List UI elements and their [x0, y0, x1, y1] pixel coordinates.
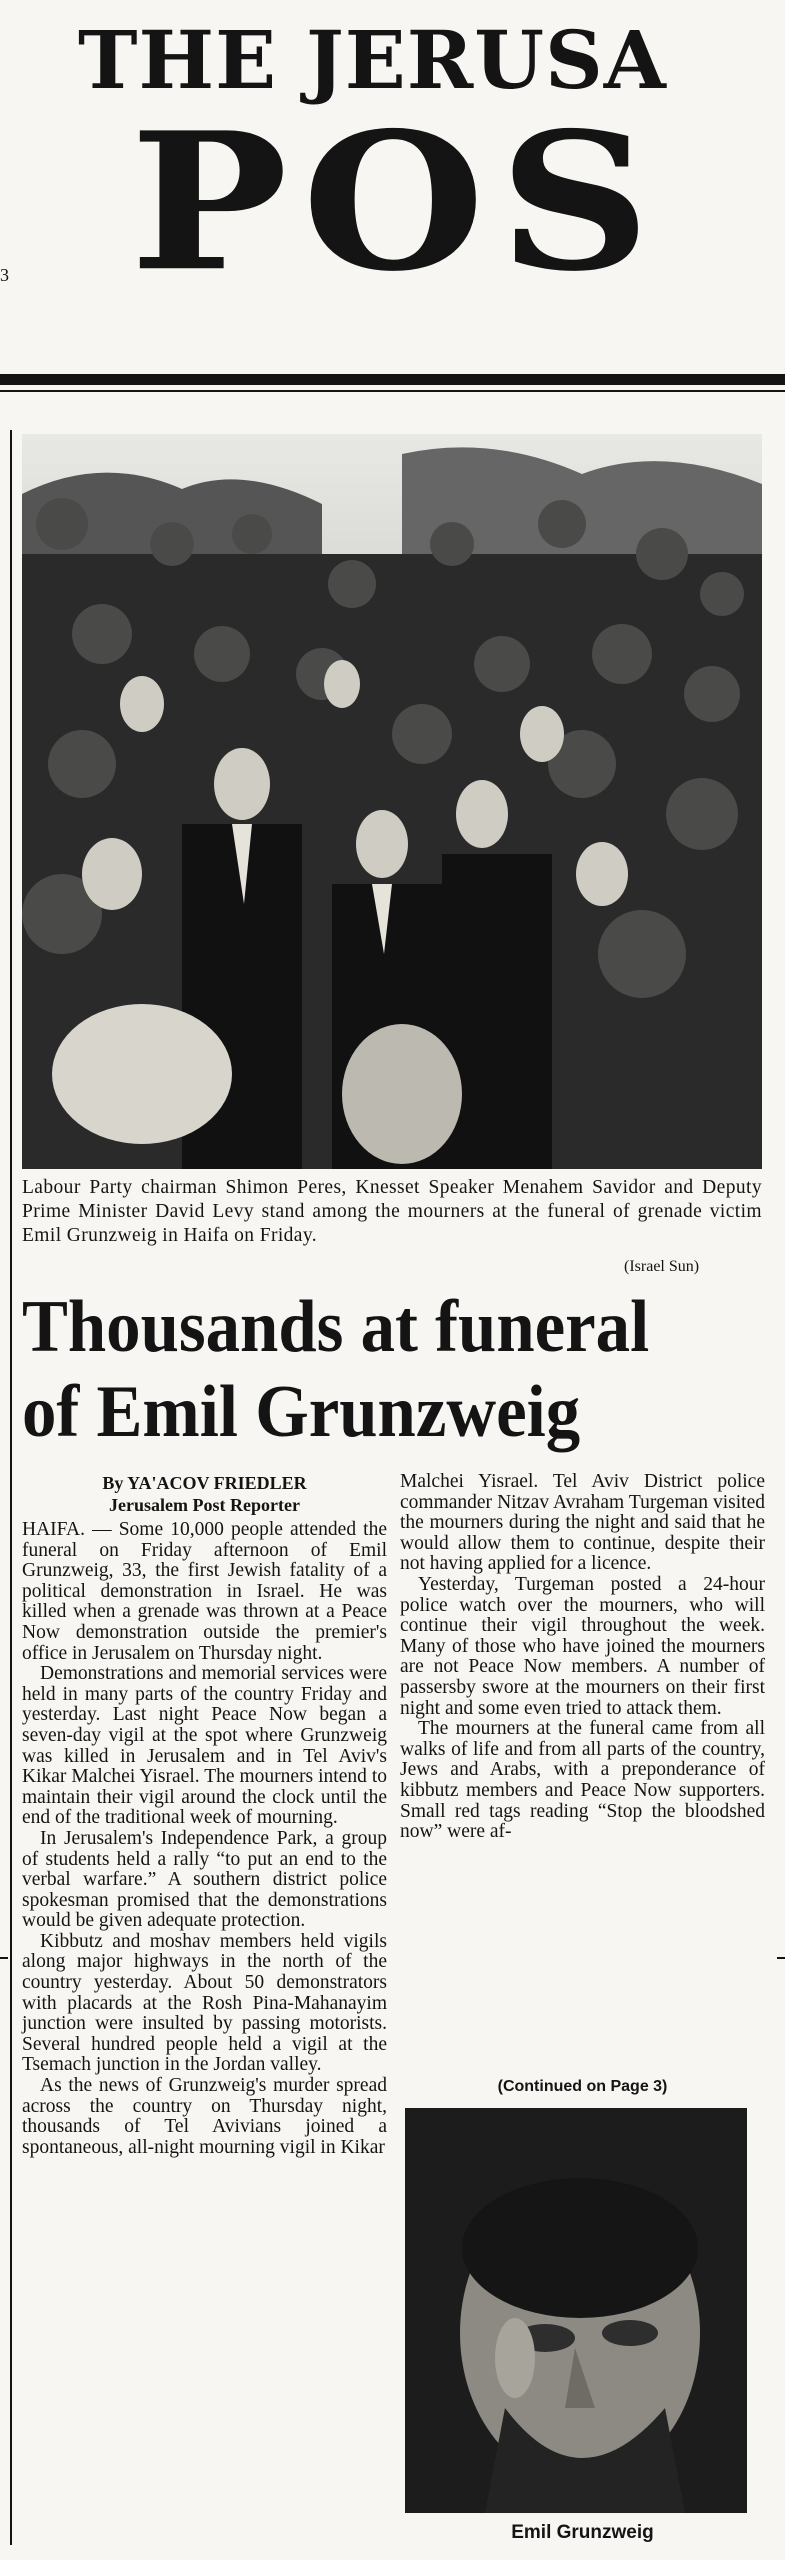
paragraph: HAIFA. — Some 10,000 people attended the funeral on Friday afternoon of Emil Grunzweig, 33, the first Jewish fatality of a political demonstration in Israel. He was killed when a grenade was thrown at a Peace Now demonstration outside the premier's office in Jerusalem on Thursday night.	[22, 1519, 387, 1664]
page-number-fragment: 3	[0, 265, 9, 285]
funeral-photo-image	[22, 434, 762, 1169]
article-column-1	[22, 1472, 387, 2158]
masthead-title: THE JERUSA	[78, 13, 667, 107]
paragraph: Kibbutz and moshav members held vigils along major highways in the north of the country yesterday. About 50 demonstrators with placards at the Rosh Pina-Mahanayim junction were insulted by passing motorists. Several hundred people held a vigil at the Tsemach junction in the Jordan valley.	[22, 1930, 387, 2076]
continued-note: (Continued on Page 3)	[497, 2078, 668, 2095]
masthead-logo: POS	[130, 90, 665, 314]
photo-credit: (Israel Sun)	[624, 1258, 700, 1275]
portrait-caption: Emil Grunzweig	[511, 2522, 654, 2543]
paragraph: In Jerusalem's Independence Park, a group of students held a rally “to put an end to the verbal warfare.” A southern district police spokesman promised that the demonstrations would be given adequate protection.	[22, 1827, 387, 1932]
paragraph: Malchei Yisrael. Tel Aviv District police commander Nitzav Avraham Turgeman visited the mourners during the night and said that he would allow them to continue, despite their not having applied for a licence.	[400, 1471, 765, 1575]
article-column-2	[400, 1472, 765, 1843]
byline-role: Jerusalem Post Reporter	[109, 1495, 300, 1515]
fold-mark	[777, 1957, 785, 1959]
column-frame-rule	[10, 430, 12, 2545]
fold-mark	[0, 1957, 8, 1959]
masthead-rule	[0, 374, 785, 385]
portrait-photo-image	[405, 2108, 747, 2513]
paragraph: Demonstrations and memorial services were held in many parts of the country Friday and yesterday. Last night Peace Now began a seven-day vigil at the spot where Grunzweig was killed in Jerusalem and in Tel Aviv's Kikar Malchei Yisrael. The mourners intend to maintain their vigil around the clock until the end of the traditional week of mourning.	[22, 1663, 387, 1829]
portrait-photo	[405, 2108, 747, 2513]
masthead-rule-thin	[0, 390, 785, 392]
headline-line-2: of Emil Grunzweig	[22, 1371, 581, 1453]
article-headline	[22, 1285, 715, 1455]
paragraph: Yesterday, Turgeman posted a 24-hour police watch over the mourners, who will continue their vigil throughout the week. Many of those who have joined the mourners are not Peace Now members. A number of passersby swore at the mourners on their first night and some even tried to attack them.	[400, 1573, 765, 1719]
photo-caption: Labour Party chairman Shimon Peres, Knesset Speaker Menahem Savidor and Deputy Prime Minister David Levy stand among the mourners at the funeral of grenade victim Emil Grunzweig in Haifa on Friday.	[22, 1177, 762, 1246]
funeral-photo	[22, 434, 762, 1169]
headline-line-1: Thousands at funeral	[22, 1286, 650, 1368]
byline-name: By YA'ACOV FRIEDLER	[102, 1473, 307, 1493]
paragraph: As the news of Grunzweig's murder spread across the country on Thursday night, thousands of Tel Avivians joined a spontaneous, all-night mourning vigil in Kikar	[22, 2075, 387, 2158]
paragraph: The mourners at the funeral came from all walks of life and from all parts of the country, Jews and Arabs, with a preponderance of kibbutz members and Peace Now supporters. Small red tags reading “Stop the bloodshed now” were af-	[400, 1718, 765, 1843]
